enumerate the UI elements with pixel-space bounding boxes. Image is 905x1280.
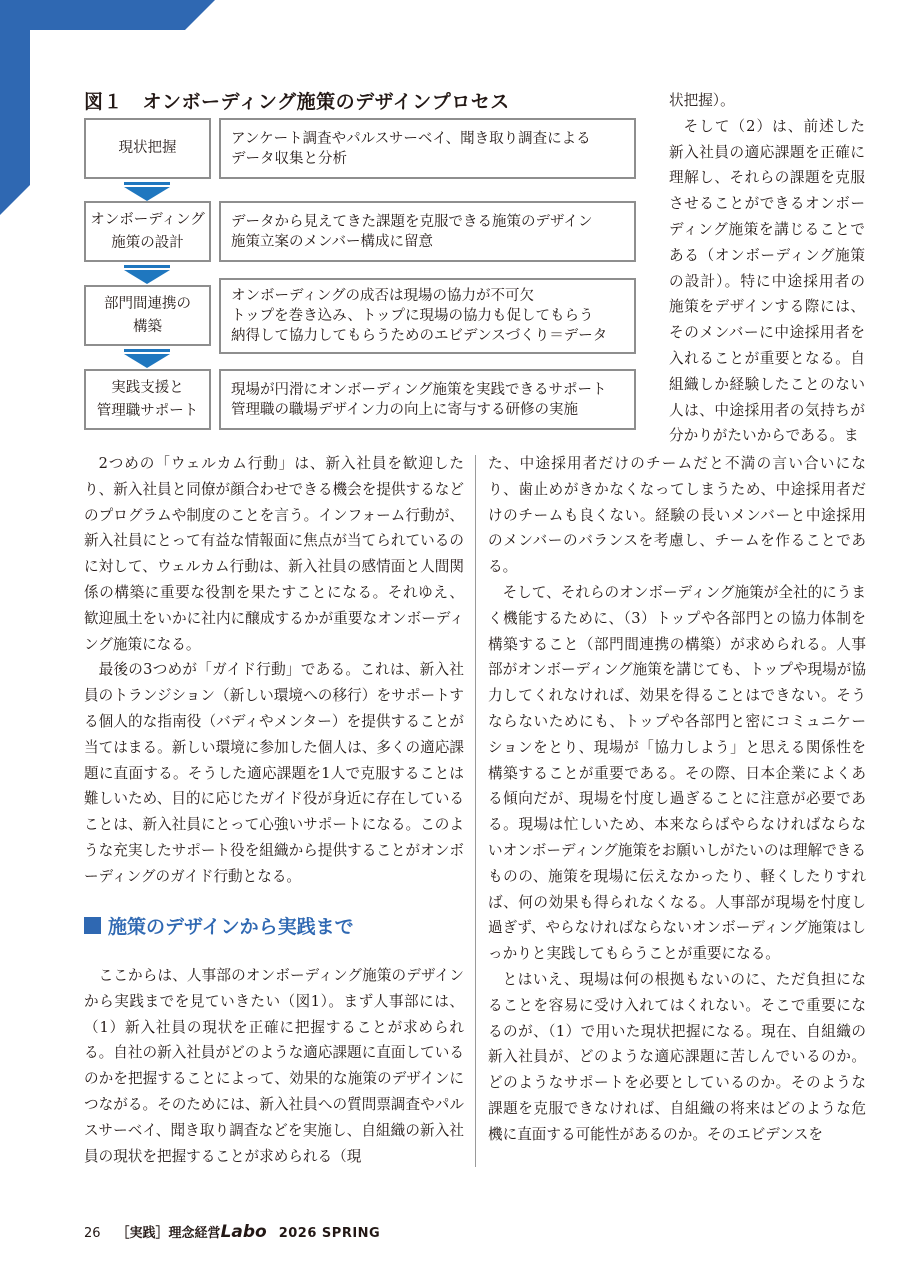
section-heading-text: 施策のデザインから実践まで	[108, 916, 354, 938]
down-arrow-icon	[124, 182, 170, 201]
step-desc-1: アンケート調査やパルスサーベイ、聞き取り調査による データ収集と分析	[219, 118, 636, 179]
section-heading	[84, 912, 354, 939]
down-arrow-icon	[124, 265, 170, 284]
body-column-left	[84, 451, 464, 890]
step-desc-4: 現場が円滑にオンボーディング施策を実践できるサポート 管理職の職場デザイン力の向上に寄与する研修の実施	[219, 369, 636, 430]
step-label-2: オンボーディング 施策の設計	[84, 201, 211, 262]
page-number: 26	[84, 1226, 101, 1241]
body-column-right-top	[669, 88, 865, 449]
figure-title: 図１ オンボーディング施策のデザインプロセス	[84, 91, 510, 113]
step-label-4: 実践支援と 管理職サポート	[84, 369, 211, 430]
paragraph: 最後の3つめが「ガイド行動」である。これは、新入社員のトランジション（新しい環境への移行）をサポートする個人的な指南役（バディやメンター）を提供することが当てはまる。新しい環境に参加した個人は、多くの適応課題に直面する。そうした適応課題を1人で克服することは難しいため、目的に応じたガイド役が身近に存在していることは、新入社員にとって心強いサポートになる。このような充実したサポート役を組織から提供することがオンボーディングのガイド行動となる。	[84, 661, 464, 885]
paragraph: とはいえ、現場は何の根拠もないのに、ただ負担になることを容易に受け入れてはくれない。そこで重要になるのが、（1）で用いた現状把握になる。現在、自組織の新入社員が、どのような適応課題に苦しんでいるのか。どのようなサポートを必要としているのか。そのような課題を克服できなければ、自組織の将来はどのような危機に直面する可能性があるのか。そのエビデンスを	[488, 970, 866, 1143]
step-label-1: 現状把握	[84, 118, 211, 179]
step-desc-2: データから見えてきた課題を克服できる施策のデザイン 施策立案のメンバー構成に留意	[219, 201, 636, 262]
paragraph: 状把握）。	[669, 92, 735, 109]
magazine-name: ［実践］理念経営	[116, 1226, 221, 1241]
paragraph: そして、それらのオンボーディング施策が全社的にうまく機能するために、（3）トップや各部門との協力体制を構築すること（部門間連携の構築）が求められる。人事部がオンボーディング施策を講じても、トップや現場が協力してくれなければ、効果を得ることはできない。そうならないためにも、トップや各部門と密にコミュニケーションをとり、現場が「協力しよう」と思える関係性を構築することが重要である。その際、日本企業によくある傾向だが、現場を忖度し過ぎることに注意が必要である。現場は忙しいため、本来ならばやらなければならないオンボーディング施策をお願いしがたいのは理解できるものの、施策を現場に伝えなかったり、軽くしたりすれば、何の効果も得られなくなる。人事部が現場を忖度し過ぎず、やらなければならないオンボーディング施策はしっかりと実践してもらうことが重要になる。	[488, 583, 866, 963]
paragraph: 2つめの「ウェルカム行動」は、新入社員を歓迎したり、新入社員と同僚が顔合わせできる機会を提供するなどのプログラムや制度のことを言う。インフォーム行動が、新入社員にとって有益な情報面に焦点が当てられているのに対して、ウェルカム行動は、新入社員の感情面と人間関係の構築に重要な役割を果たすことになる。それゆえ、歓迎風土をいかに社内に醸成するかが重要なオンボーディング施策になる。	[84, 455, 464, 653]
heading-square-icon	[84, 917, 101, 934]
column-divider	[475, 455, 476, 1167]
magazine-logo-labo: Labo	[220, 1222, 267, 1242]
page-footer	[84, 1222, 380, 1242]
down-arrow-icon	[124, 349, 170, 368]
paragraph: そして（2）は、前述した新入社員の適応課題を正確に理解し、それらの課題を克服させることができるオンボーディング施策を講じることである（オンボーディング施策の設計）。特に中途採用者の施策をデザインする際には、そのメンバーに中途採用者を入れることが重要となる。自組織しか経験したことのない人は、中途採用者の気持ちが分かりがたいからである。ま	[669, 117, 865, 445]
paragraph: ここからは、人事部のオンボーディング施策のデザインから実践までを見ていきたい（図1）。まず人事部には、（1）新入社員の現状を正確に把握することが求められる。自社の新入社員がどのような適応課題に直面しているのかを把握することによって、効果的な施策のデザインにつながる。そのためには、新入社員への質問票調査やパルスサーベイ、聞き取り調査などを実施し、自組織の新入社員の現状を把握することが求められる（現	[84, 967, 464, 1165]
paragraph: た、中途採用者だけのチームだと不満の言い合いになり、歯止めがきかなくなってしまうため、中途採用者だけのチームも良くない。経験の長いメンバーと中途採用のメンバーのバランスを考慮し、チームを作ることである。	[488, 455, 866, 576]
body-column-right	[488, 451, 866, 1148]
step-label-3: 部門間連携の 構築	[84, 285, 211, 346]
step-desc-3: オンボーディングの成否は現場の協力が不可欠 トップを巻き込み、トップに現場の協力も促してもらう 納得して協力してもらうためのエビデンスづくり＝データ	[219, 278, 636, 354]
issue-label: 2026 SPRING	[278, 1226, 381, 1241]
body-column-left-lower	[84, 963, 464, 1169]
